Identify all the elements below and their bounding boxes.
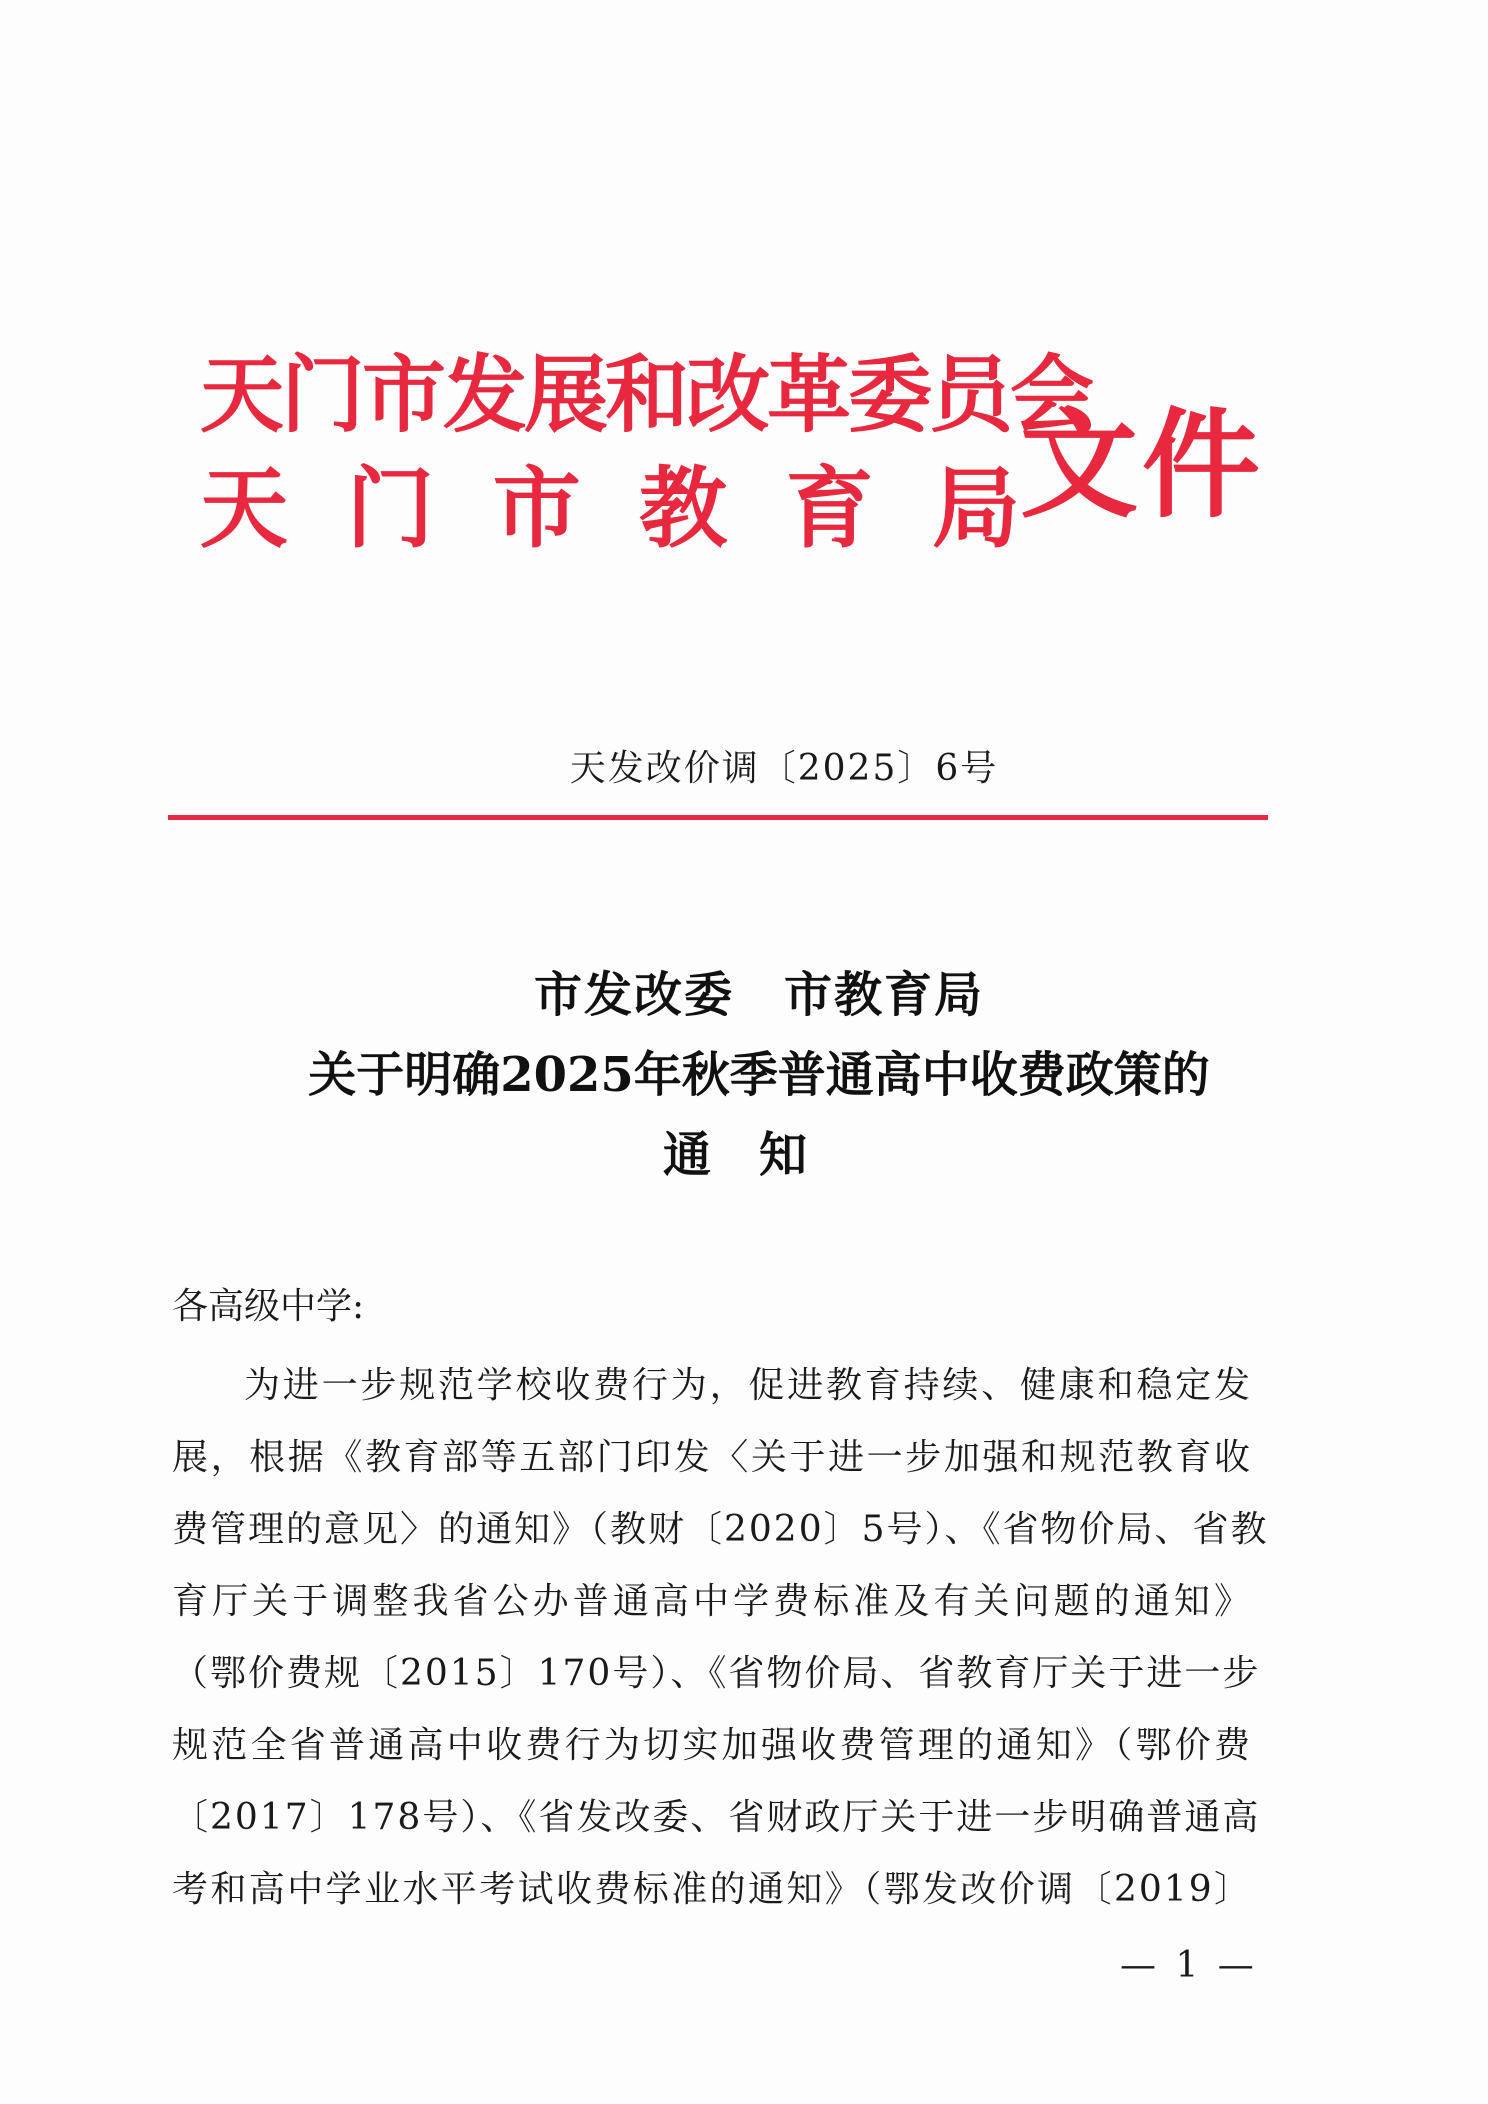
body-line: 育厅关于调整我省公办普通高中学费标准及有关问题的通知》	[172, 1581, 1252, 1622]
masthead-char: 教	[639, 457, 728, 560]
title-line-1: 市发改委 市教育局	[533, 967, 984, 1023]
salutation: 各高级中学:	[172, 1286, 365, 1327]
document-number: 天发改价调〔2025〕6号	[569, 748, 999, 789]
document-title	[0, 955, 1488, 1195]
masthead-char: 天	[200, 457, 289, 560]
masthead-issuer-1: 天门市发展和改革委员会	[200, 346, 1092, 444]
red-masthead	[200, 345, 1265, 595]
body-paragraph	[172, 1350, 1269, 1926]
masthead-char: 门	[346, 457, 435, 560]
red-divider-line	[168, 815, 1268, 820]
body-line: （鄂价费规〔2015〕170号）、《省物价局、省教育厅关于进一步	[172, 1653, 1261, 1694]
body-line: 考和高中学业水平考试收费标准的通知》（鄂发改价调〔2019〕	[172, 1869, 1252, 1910]
title-line-3: 通知	[662, 1127, 855, 1183]
title-line-2: 关于明确2025年秋季普通高中收费政策的	[308, 1047, 1210, 1103]
body-line: 费管理的意见〉的通知》（教财〔2020〕5号）、《省物价局、省教	[172, 1509, 1269, 1550]
masthead-suffix: 文件	[1020, 396, 1265, 534]
page-number: — 1 —	[1120, 1945, 1258, 1986]
masthead-char: 市	[492, 457, 581, 560]
masthead-issuer-2	[200, 457, 1020, 561]
body-line: 〔2017〕178号）、《省发改委、省财政厅关于进一步明确普通高	[172, 1797, 1261, 1838]
body-line: 为进一步规范学校收费行为，促进教育持续、健康和稳定发	[244, 1365, 1252, 1406]
masthead-char: 局	[931, 457, 1020, 560]
body-line: 展，根据《教育部等五部门印发〈关于进一步加强和规范教育收	[172, 1437, 1252, 1478]
body-line: 规范全省普通高中收费行为切实加强收费管理的通知》（鄂价费	[172, 1725, 1252, 1766]
masthead-char: 育	[785, 457, 874, 560]
